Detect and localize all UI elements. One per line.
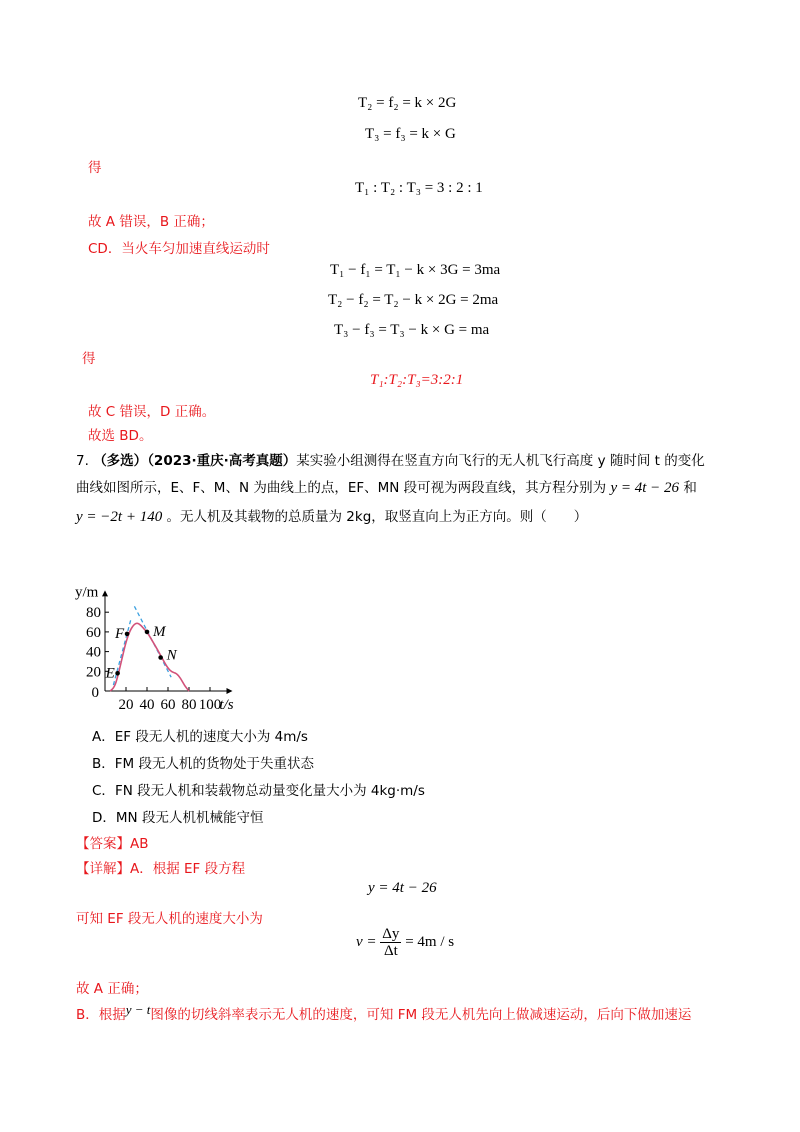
x-tick-label: 20 — [118, 697, 134, 713]
velocity-lhs: v = — [356, 933, 377, 950]
y-tick-label: 40 — [86, 644, 101, 661]
equation-ratio-red: T₁:T₂:T₃=3:2:1 — [370, 372, 464, 388]
y-axis-arrow — [102, 590, 108, 596]
detail-label: 【详解】 — [76, 861, 130, 877]
curve-point-n — [158, 655, 163, 660]
detail-line-a — [76, 857, 245, 877]
option-a-letter: A． — [92, 729, 115, 745]
curve-point-label-e: E — [105, 665, 115, 682]
question-7-line-1 — [76, 449, 705, 469]
question-tag-source: （2023·重庆·高考真题） — [147, 453, 297, 469]
y-tick-label: 20 — [86, 664, 101, 681]
question-and: 和 — [683, 480, 697, 496]
equation-t2: T₂ = f₂ = k × 2G — [358, 95, 457, 111]
option-c-text: FN 段无人机和装载物总动量变化量大小为 4kg·m/s — [114, 783, 425, 799]
detail-line-a2: 可知 EF 段无人机的速度大小为 — [76, 911, 263, 927]
question-line-2-text: 曲线如图所示，E、F、M、N 为曲线上的点，EF、MN 段可视为两段直线，其方程分别为 — [76, 480, 607, 496]
x-tick-label: 40 — [139, 697, 155, 713]
option-d-text: MN 段无人机机械能守恒 — [115, 810, 264, 826]
curve-point-label-f: F — [115, 625, 125, 642]
option-b-text: FM 段无人机的货物处于失重状态 — [114, 756, 314, 772]
equation-acc-2: T₂ − f₂ = T₂ − k × 2G = 2ma — [328, 292, 499, 308]
option-c[interactable] — [92, 779, 425, 799]
curve-point-f — [125, 632, 130, 637]
velocity-rhs: = 4m / s — [405, 933, 455, 950]
curve-point-e — [115, 671, 120, 676]
y-tick-label: 60 — [86, 624, 101, 641]
equation-t3: T₃ = f₃ = k × G — [365, 126, 456, 142]
option-b-letter: B． — [92, 756, 115, 772]
question-7-line-2 — [76, 476, 697, 497]
x-tick-label: 60 — [160, 697, 176, 713]
question-eq-1: y = 4t − 26 — [610, 480, 680, 496]
text-final-choice: 故选 BD。 — [88, 428, 153, 444]
detail-b-var: y − t — [125, 1002, 151, 1017]
question-number: 7. — [76, 453, 89, 469]
origin-label: 0 — [91, 685, 99, 701]
equation-acc-3: T₃ − f₃ = T₃ − k × G = ma — [334, 322, 490, 338]
velocity-denominator: Δt — [383, 943, 398, 959]
equation-ratio: T₁ : T₂ : T₃ = 3 : 2 : 1 — [355, 180, 483, 196]
curve-point-label-n: N — [166, 647, 177, 664]
height-time-chart — [60, 530, 290, 715]
y-axis-label: y/m — [75, 584, 99, 601]
velocity-fraction — [380, 926, 401, 959]
x-axis-label: t/s — [219, 697, 234, 713]
answer-line — [76, 832, 149, 852]
detail-b-rest: 图像的切线斜率表示无人机的速度，可知 FM 段无人机先向上做减速运动，后向下做加速运 — [150, 1007, 692, 1023]
option-d-letter: D． — [92, 810, 116, 826]
velocity-numerator: Δy — [382, 926, 400, 942]
option-b[interactable] — [92, 752, 314, 772]
y-tick-label: 80 — [86, 605, 101, 622]
text-conclusion-ab: 故 A 错误，B 正确； — [88, 214, 214, 230]
text-conclusion-cd: 故 C 错误，D 正确。 — [88, 404, 216, 420]
option-a[interactable] — [92, 725, 308, 745]
curve-point-label-m: M — [153, 623, 166, 640]
text-de-1: 得 — [88, 160, 102, 176]
answer-label: 【答案】 — [76, 836, 130, 852]
question-tag-multi: （多选） — [93, 453, 148, 469]
question-line-1-text: 某实验小组测得在竖直方向飞行的无人机飞行高度 y 随时间 t 的变化 — [296, 453, 705, 469]
text-cd-intro: CD．当火车匀加速直线运动时 — [88, 241, 270, 257]
x-tick-label: 80 — [181, 697, 197, 713]
equation-acc-1: T₁ − f₁ = T₁ − k × 3G = 3ma — [330, 262, 501, 278]
equation-ef: y = 4t − 26 — [368, 880, 437, 896]
detail-conclusion-a: 故 A 正确； — [76, 981, 148, 997]
detail-a-text: A．根据 EF 段方程 — [130, 861, 246, 877]
question-eq-2: y = −2t + 140 — [76, 509, 163, 525]
text-de-2: 得 — [82, 351, 96, 367]
detail-b-start: B．根据 — [76, 1007, 126, 1023]
x-tick-label: 100 — [198, 697, 222, 713]
option-d[interactable] — [92, 806, 263, 826]
answer-value: AB — [130, 836, 149, 852]
option-c-letter: C． — [92, 783, 115, 799]
curve-point-m — [145, 630, 150, 635]
x-axis-arrow — [227, 688, 233, 694]
detail-line-b — [76, 1003, 691, 1023]
question-line-3-text: 。无人机及其载物的总质量为 2kg，取竖直向上为正方向。则（ ） — [166, 509, 588, 525]
option-a-text: EF 段无人机的速度大小为 4m/s — [114, 729, 308, 745]
question-7-line-3 — [76, 505, 587, 526]
equation-velocity — [356, 926, 454, 959]
